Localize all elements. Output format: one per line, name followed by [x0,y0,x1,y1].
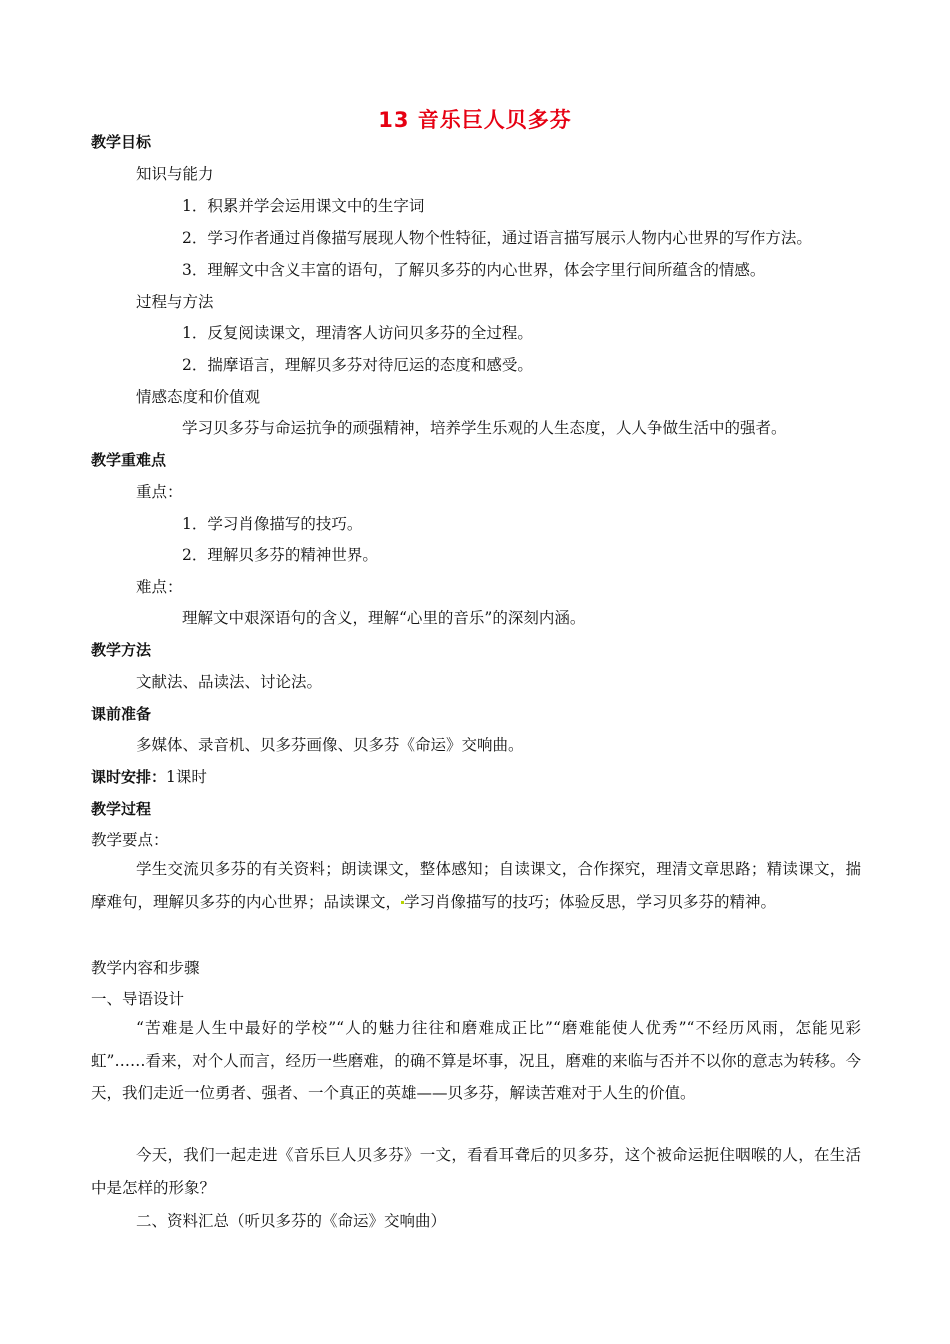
points-text-a: 学生交流贝多芬的有关资料；朗读课文，整体感知；自读课文，合作探究，理清文章思路；精读课文，揣摩难句，理解贝多芬的内心世界；品读课文， [91,860,861,911]
knowledge-item-1: 1．积累并学会运用课文中的生字词 [182,197,425,215]
points-text-b: 学习肖像描写的技巧；体验反思，学习贝多芬的精神。 [404,892,777,911]
process-item-1: 1．反复阅读课文，理清客人访问贝多芬的全过程。 [182,324,533,342]
subheading-process: 过程与方法 [136,293,214,311]
difficult-text: 理解文中艰深语句的含义，理解“心里的音乐”的深刻内涵。 [182,609,586,627]
knowledge-item-2: 2．学习作者通过肖像描写展现人物个性特征，通过语言描写展示人物内心世界的写作方法。 [182,229,812,247]
method-text: 文献法、品读法、讨论法。 [136,673,323,691]
schedule-text: 1课时 [166,768,207,786]
heading-teaching-procedure: 教学过程 [91,800,152,818]
key-label: 重点： [136,483,183,501]
intro-paragraph-2: 今天，我们一起走进《音乐巨人贝多芬》一文，看看耳聋后的贝多芬，这个被命运扼住咽喉的人，在生活中是怎样的形象？ [91,1146,861,1197]
points-paragraph [91,853,861,918]
schedule-heading: 课时安排： [91,768,167,786]
material-heading: 二、资料汇总（听贝多芬的《命运》交响曲） [136,1212,447,1230]
process-item-2: 2．揣摩语言，理解贝多芬对待厄运的态度和感受。 [182,356,533,374]
points-label: 教学要点： [91,831,169,849]
key-item-2: 2．理解贝多芬的精神世界。 [182,546,378,564]
intro-paragraph-1: “苦难是人生中最好的学校”“人的魅力往往和磨难成正比”“磨难能使人优秀”“不经历风雨，怎能见彩虹”……看来，对个人而言，经历一些磨难，的确不算是坏事，况且，磨难的来临与否并不以你的意志为转移。今天，我们走近一位勇者、强者、一个真正的英雄——贝多芬，解读苦难对于人生的价值。 [91,1019,861,1102]
schedule-line [91,767,207,787]
subheading-emotion: 情感态度和价值观 [136,388,261,406]
prep-text: 多媒体、录音机、贝多芬画像、贝多芬《命运》交响曲。 [136,736,524,754]
content-label: 教学内容和步骤 [91,959,200,977]
document-title: 13 音乐巨人贝多芬 [378,108,572,132]
heading-teaching-method: 教学方法 [91,641,152,659]
heading-preparation: 课前准备 [91,705,152,723]
difficult-label: 难点： [136,578,183,596]
heading-teaching-goals: 教学目标 [91,133,152,151]
knowledge-item-3: 3．理解文中含义丰富的语句，了解贝多芬的内心世界，体会字里行间所蕴含的情感。 [182,261,766,279]
subheading-knowledge: 知识与能力 [136,165,214,183]
intro-heading: 一、导语设计 [91,990,185,1008]
heading-key-points: 教学重难点 [91,451,167,469]
key-item-1: 1．学习肖像描写的技巧。 [182,515,363,533]
emotion-text: 学习贝多芬与命运抗争的顽强精神，培养学生乐观的人生态度，人人争做生活中的强者。 [182,419,787,437]
